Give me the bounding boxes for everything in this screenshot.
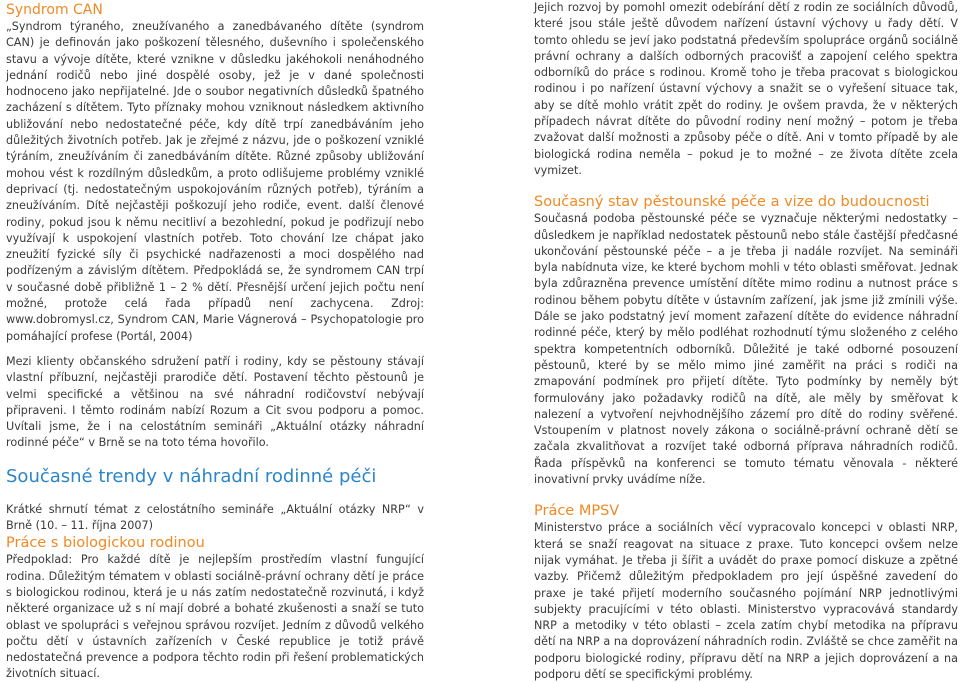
syndrom-can-text: „Syndrom týraného, zneužívaného a zanedbávaného dítěte (syndrom CAN) je definován jako poškození tělesného, duševního i společenského stavu a vývoje dítěte, které vznikne v důsledku jakéhokoli nenáhodného jednání rodičů nebo jiné dospělé osoby, jež je v dané společnosti hodnoceno jako nepřijatelné. Jde o soubor negativních důsledků špatného zacházení s dítětem. Tyto příznaky mohou vzniknout následkem aktivního ubližování nebo nedostatečné péče, kdy dítě trpí zanedbáváním jeho důležitých životních potřeb. Jak je zřejmé z názvu, jde o poškození vzniklé týráním, zneužíváním či zanedbáváním dítěte. Různé způsoby ubližování mohou vést k rozdílným důsledkům, a proto odlišujeme problémy vzniklé deprivací (tj. nedostatečným uspokojováním různých potřeb), týráním a zneužíváním. Dítě nejčastěji poškozují jeho rodiče, event. další členové rodiny, pokud jsou k němu necitliví a bezohlední, pokud je podřizují nebo využívají k uspokojení vlastních potřeb. Toto chování lze chápat jako zneužití fyzické síly či psychické nadřazenosti a moci dospělého nad podřízeným a závislým dítětem. Předpokládá se, že syndromem CAN trpí v současné době přibližně 1 – 2 % dětí. Přesnější určení jejich počtu není možné, protože celá řada případů není zachycena. Zdroj: www.dobromysl.cz, Syndrom CAN, Marie Vágnerová – Psychopatologie pro pomáhající profese (Portál, 2004) xyxy=(6,20,424,343)
bio-family-text: Předpoklad: Pro každé dítě je nejlepším prostředím vlastní fungující rodina. Důležitým tématem v oblasti sociálně-právní ochrany dětí je práce s biologickou rodinou, která je u nás zatím nedostatečně rozvinutá, i když některé organizace už s ní mají dobré a bohaté zkušenosti a snaží se tuto oblast ve spolupráci s veřejnou správou rozvíjet. Jedním z důvodů velkého počtu dětí v ústavních zařízeních v České republice je totiž právě nedostatečná prevence a podpora těchto rodin při řešení problematických životních situací. xyxy=(6,553,424,681)
foster-care-text: Současná podoba pěstounské péče se vyznačuje některými nedostatky – důsledkem je například nedostatek pěstounů nebo stále častější předčasné ukončování pěstounské péče – a je třeba ji nadále rozvíjet. Na semináři byla nabídnuta vize, ke které bychom mohli v této oblasti směřovat. Jednak byla zdůrazněna prevence umístění dítěte mimo rodinu a nutnost práce s rodinou během pobytu dítěte v ústavním zařízení, jak jsme již zmínili výše. Dále se jako podstatný jeví moment zařazení dítěte do evidence náhradní rodinné péče, který by mělo podléhat rozhodnutí týmu složeného z celého spektra kompetentních odborníků. Důležité je také odborné posouzení pěstounů, které by se mělo mimo jiné zaměřit na práci s rodiči na zmapování podmínek pro přijetí dítěte. Tyto podmínky by neměly být formulovány jako požadavky rodičů na dítě, ale měly by směřovat k nalezení a vytvoření nejvhodnějšího zázemí pro dítě do rodiny svěřené. Vstoupením v platnost novely zákona o sociálně-právní ochraně dětí se začala zkvalitňovat a rozvíjet také odborná příprava náhradních rodičů. Řada příspěvků na konferenci se tomuto tématu věnovala - některé inovativní prvky uvádíme níže. xyxy=(534,212,958,487)
continuation-text: Jejich rozvoj by pomohl omezit odebírání dětí z rodin ze sociálních důvodů, které jsou stále ještě důvodem nařízení ústavní výchovy u řady dětí. V tomto ohledu se jeví jako podstatná především spolupráce orgánů sociálně právní ochrany a dalších odborných pracovišť a zapojení celého spektra odborníků do práce s rodinou. Kromě toho je třeba pracovat s biologickou rodinou i po nařízení ústavní výchovy a snažit se o vyřešení situace tak, aby se dítě mohlo vrátit zpět do rodiny. Je ovšem pravda, že v některých případech návrat dítěte do původní rodiny není možný – potom je třeba zvažovat další možnosti a způsoby péče o dítě. Ani v tomto případě by ale biologická rodina neměla – pokud je to možné – ze života dítěte zcela vymizet. xyxy=(534,1,958,177)
seminar-summary: Krátké shrnutí témat z celostátního semináře „Aktuální otázky NRP“ v Brně (10. – 11. října 2007) xyxy=(6,502,424,533)
bio-family-heading: Práce s biologickou rodinou xyxy=(6,535,205,552)
syndrom-can-heading: Syndrom CAN xyxy=(6,2,103,18)
foster-care-heading: Současný stav pěstounské péče a vize do budoucnosti xyxy=(534,194,930,211)
left-column xyxy=(6,0,424,683)
right-column xyxy=(534,0,958,683)
trends-heading: Současné trendy v náhradní rodinné péči xyxy=(6,465,377,487)
mpsv-text: Ministerstvo práce a sociálních věcí vypracovalo koncepci v oblasti NRP, která se snaží reagovat na situace z praxe. Tuto koncepci ovšem nelze nijak vymáhat. Je třeba ji šířit a uvádět do praxe pomocí diskuze a zpětné vazby. Přičemž důležitým předpokladem pro její úspěšné zavedení do praxe je také přijetí moderního současného pojímání NRP jednotlivými subjekty pracujícími v této oblasti. Ministerstvo vypracovává standardy NRP a metodiky v této oblasti – zcela zatím chybí metodika na přípravu dětí na NRP a na doprovázení náhradních rodin. Zvláště se chce zaměřit na podporu biologické rodiny, přípravu dětí na NRP a jejich doprovázení a na podporu dětí se specifickými problémy. xyxy=(534,521,958,681)
mpsv-heading: Práce MPSV xyxy=(534,503,620,520)
relatives-paragraph: Mezi klienty občanského sdružení patří i rodiny, kdy se pěstouny stávají vlastní příbuzní, nejčastěji prarodiče dětí. Postavení těchto pěstounů je velmi specifické a většinou na své náhradní rodičovství nebývají připraveni. I těmto rodinám nabízí Rozum a Cit svou podporu a pomoc. Uvítali jsme, že i na celostátním semináři „Aktuální otázky náhradní rodinné péče“ v Brně se na toto téma hovořilo. xyxy=(6,354,424,450)
